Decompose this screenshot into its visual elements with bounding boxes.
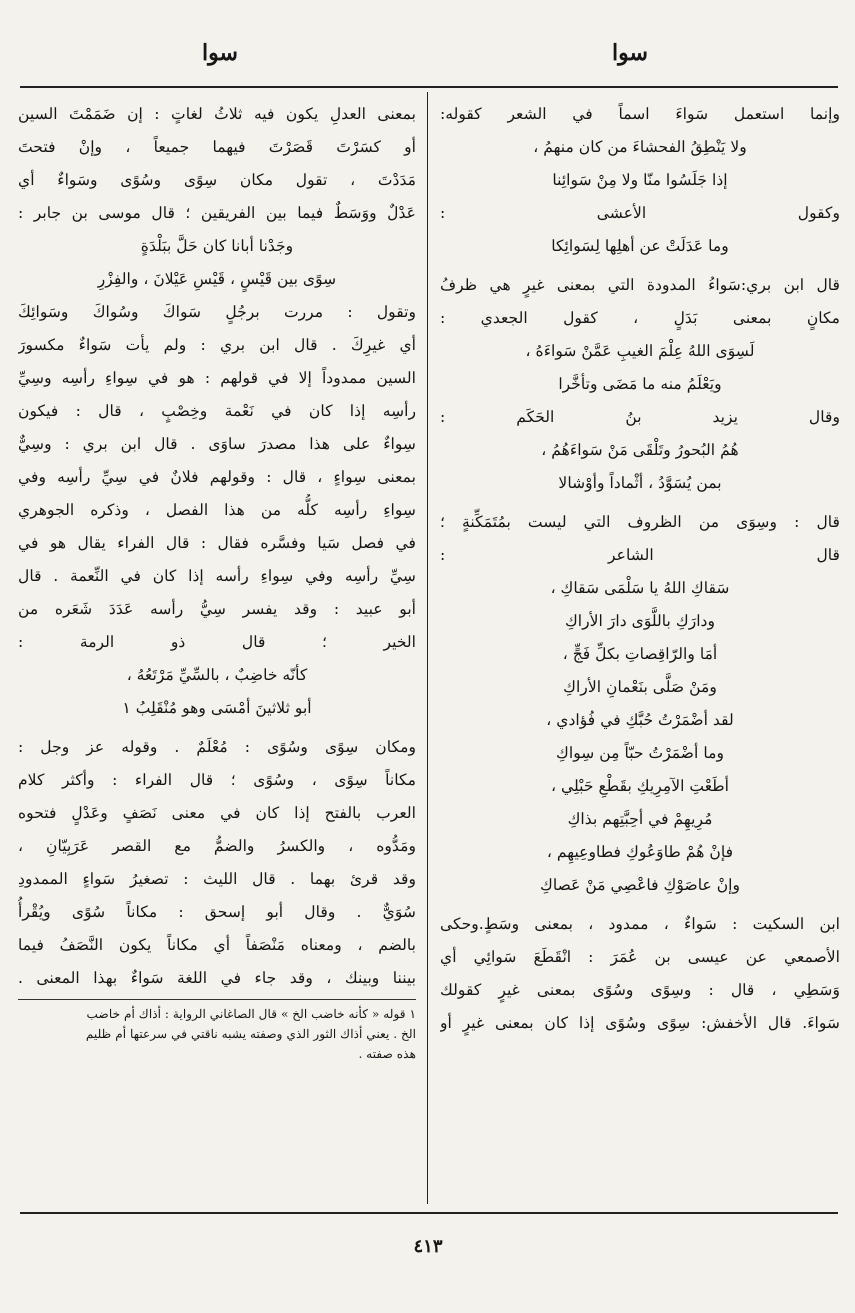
verse-line: كأنّه خاضِبٌ ، بالسِّيِّ مَرْتَعُهُ ، (126, 666, 308, 684)
verse-line: بمن يُسَوَّدُ ، أثْماداً وأوْشالا (558, 474, 722, 492)
verse-line: إذا جَلَسُوا منّا ولا مِنْ سَوائِنا (552, 171, 728, 189)
text-line: قال الشاعر : (440, 546, 840, 564)
footnote-line: ١ قوله « كأنه خاضب الخ » قال الصاغاني الرواية : أذاك أم خاضب (86, 1007, 416, 1021)
page-number: ٤١٣ (413, 1236, 443, 1257)
text-line: سِواءٌ على هذا مصدرَ ساوَى . قال ابن بري : وسِيٌّ (18, 435, 416, 453)
running-head-left: سوا (202, 40, 238, 66)
text-line: بمعنى سِواءٍ ، قال : وقولهم فلانٌ في سِيِّ رأسِه وفي (18, 468, 416, 486)
verse-line: فإنْ هُمْ طاوَعُوكِ فطاوعِيهِم ، (546, 843, 734, 861)
text-line: مكانٍ بمعنى بَدَلٍ ، كقول الجعدي : (440, 309, 840, 327)
running-head-right: سوا (612, 40, 648, 66)
verse-line: سَقاكِ اللهُ يا سَلْمَى سَقاكِ ، (550, 579, 730, 597)
text-line: وقد قرئ بهما . قال الليث : تصغيرُ سَواءٍ الممدودِ (18, 870, 416, 888)
verse-line: وما عَدَلَتْ عن أهلِها لِسَوائِكا (551, 237, 729, 255)
text-line: بالضم ، ومعناه مَنْصَفاً أي مكاناً يكون النَّصَفُ فيما (18, 936, 416, 954)
text-line: السين ممدوداً إلا في قولهم : هو في سِواءِ رأسِه وسِيِّ (18, 369, 416, 387)
text-line: وتقول : مررت برجُلٍ سَواكَ وسُواكَ وسَوائِكَ (18, 303, 416, 321)
text-line: سِيِّ رأسِه وفي سِواءِ رأسه إذا كان في النِّعمة . قال (18, 567, 416, 585)
text-line: عَدْلٌ ووَسَطٌ فيما بين الفريقين ؛ قال موسى بن جابر : (18, 204, 416, 222)
text-line: وإنما استعمل سَواءَ اسماً في الشعر كقوله: (440, 105, 840, 123)
text-line: بمعنى العدلِ يكون فيه ثلاثُ لغاتٍ : إن ضَمَمْتَ السين (18, 105, 416, 123)
text-line: الخير ؛ قال ذو الرمة : (18, 633, 416, 651)
right-column (440, 98, 840, 1040)
text-line: مكاناً سِوًى ، وسُوًى ؛ قال الفراء : وأكثر كلام (18, 771, 416, 789)
text-line: قال : وسِوَى من الظروف التي ليست بمُتَمَكِّنةٍ ؛ (440, 513, 840, 531)
verse-line: وما أضْمَرْتُ حبّاً مِن سِواكِ (556, 744, 724, 762)
text-line: أبو عبيد : وقد يفسر سِيُّ رأسه عَدَدَ شَعَره من (18, 600, 416, 618)
verse-line: مُرِيهِمْ في أحِبَّتِهم بذاكِ (567, 810, 713, 828)
header-rule (20, 86, 838, 88)
text-line: الأصمعي عن عيسى بن عُمَرَ : انْقَطَعَ سَوائِي أي (440, 948, 840, 966)
verse-line: وإنْ عاصَوْكِ فاعْصِي مَنْ عَصاكِ (539, 876, 741, 894)
text-line: أو كسَرْتَ قَصَرْتَ فيهما جميعاً ، وإنْ فتحتَ (18, 138, 416, 156)
footnote-rule (18, 999, 416, 1000)
verse-line: ولا يَنْطِقُ الفحشاءَ من كان منهمُ ، (533, 138, 747, 156)
verse-line: لَسِوَى اللهُ عِلْمَ الغيبِ عَمَّنْ سَواءَهُ ، (525, 342, 755, 360)
text-line: قال ابن بري:سَواءُ المدودة التي بمعنى غيرٍ هي ظرفُ (440, 276, 840, 294)
footer-rule (20, 1212, 838, 1214)
footnote-line: هذه صفته . (358, 1047, 416, 1061)
text-line: رأسِه إذا كان في نَعْمة وخِصْبٍ ، قال : فيكون (18, 402, 416, 420)
text-line: وَسَطِي ، قال : وسِوًى وسُوًى بمعنى غيرٍ كقولك (440, 981, 840, 999)
text-line: بيننا وبينك ، وقد جاء في اللغة سَواءٌ بهذا المعنى . (18, 969, 416, 987)
text-line: سَواءَ. قال الأخفش: سِوًى وسُوًى إذا كان بمعنى غيرٍ أو (440, 1014, 840, 1032)
text-line: سِواءِ رأسِه كلُّه من هذا الفصل ، وذكره الجوهري (18, 501, 416, 519)
text-line: سُوَيٌّ . وقال أبو إسحق : مكاناً سُوًى ويُقْرأُ (18, 903, 416, 921)
verse-line: هُمُ البُحورُ وتَلْقَى مَنْ سَواءَهُمُ ، (541, 441, 739, 459)
verse-line: وجَدْنا أبانا كان حَلَّ ببَلْدَةٍ (140, 237, 294, 255)
text-line: ومكان سِوًى وسُوًى : مُعْلَمٌ . وقوله عز وجل : (18, 738, 416, 756)
left-column (18, 98, 416, 1064)
text-line: أي غيرِكَ . قال ابن بري : ولم يأت سَواءٌ مكسورَ (18, 336, 416, 354)
verse-line: سِوًى بين قَيْسٍ ، قَيْسِ عَيْلانَ ، والفِزْرِ (97, 270, 337, 288)
text-line: ومَدُّوه ، والكسرُ والضمُّ مع القصر عَرَبِيّانِ ، (18, 837, 416, 855)
verse-line: ومَنْ صَلَّى بنَعْمانِ الأراكِ (563, 678, 717, 696)
text-line: مَدَدْتَ ، تقول مكان سِوًى وسُوًى وسَواءٌ أي (18, 171, 416, 189)
text-line: وكقول الأعشى : (440, 204, 840, 222)
verse-line: أطَعْتِ الآمِرِيكِ بقَطْعِ حَبْلِي ، (551, 777, 729, 795)
footnote-line: الخ . يعني أذاك الثور الذي وصفته يشبه ناقتي في سرعتها أم ظليم (85, 1027, 416, 1041)
column-divider (427, 92, 428, 1204)
text-line: في فصل سَيا وفسَّره فقال : قال الفراء يقال هو في (18, 534, 416, 552)
text-line: وقال يزيد بنُ الحَكَم : (440, 408, 840, 426)
verse-line: أمَا والرّاقِصاتِ بكلِّ فَجٍّ ، (562, 645, 718, 663)
verse-line: ويَعْلَمُ منه ما مَضَى وتأخَّرا (558, 375, 722, 393)
verse-line: أبو ثلاثينَ أمْسَى وهو مُنْقَلِبُ ١ (122, 699, 312, 717)
text-line: ابن السكيت : سَواءٌ ، ممدود ، بمعنى وسَطٍ.وحكى (440, 915, 840, 933)
verse-line: ودارَكِ باللَّوَى دارَ الأراكِ (564, 612, 716, 630)
text-line: العرب بالفتح إذا كان في معنى نَصَفٍ وعَدْلٍ فتحوه (18, 804, 416, 822)
verse-line: لقد أضْمَرْتُ حُبَّكِ في فُؤادي ، (546, 711, 734, 729)
